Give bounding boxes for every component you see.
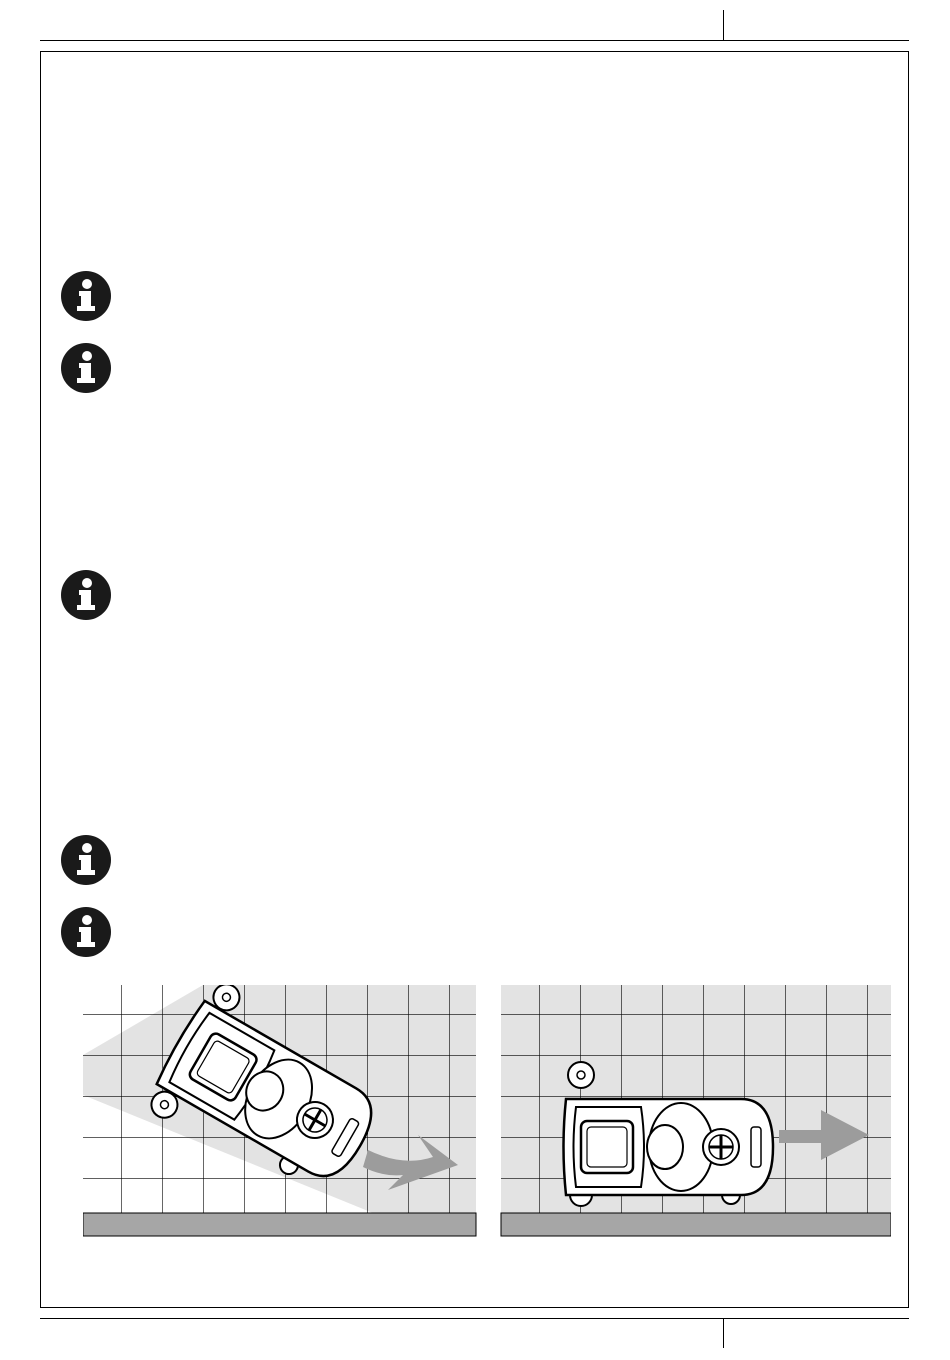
footer-rule xyxy=(40,1318,909,1319)
info-icon xyxy=(60,270,112,322)
info-icon xyxy=(60,906,112,958)
header-rule xyxy=(40,40,909,41)
footer-divider xyxy=(723,1318,724,1348)
panel-angled-approach xyxy=(83,985,476,1236)
maneuver-illustration xyxy=(83,985,891,1237)
info-icon xyxy=(60,834,112,886)
info-icon xyxy=(60,342,112,394)
info-icon xyxy=(60,569,112,621)
header-divider xyxy=(723,10,724,40)
panel-parallel-approach xyxy=(501,985,891,1236)
